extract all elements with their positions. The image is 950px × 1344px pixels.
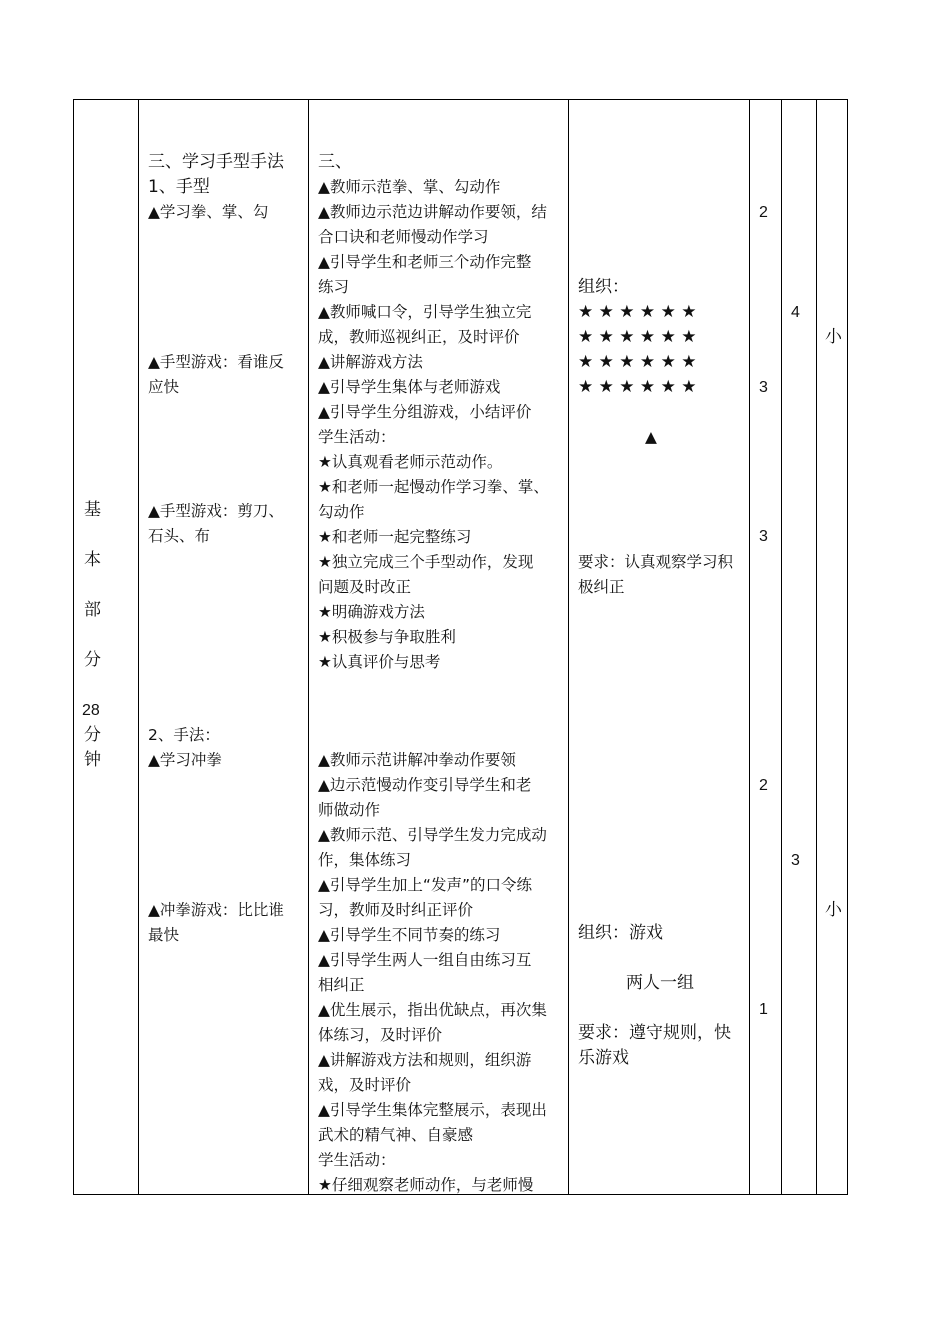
intensity-value: 小 xyxy=(825,900,842,920)
organization-label: 组织： xyxy=(578,277,629,297)
content-heading: 三、学习手型手法 xyxy=(148,152,284,172)
method-line: ▲引导学生分组游戏，小结评价 xyxy=(318,403,532,421)
method-line: 勾动作 xyxy=(318,503,365,521)
method-line: ★独立完成三个手型动作，发现 xyxy=(318,553,534,571)
method-line: 学生活动： xyxy=(318,428,396,446)
star-formation-row: ★ ★ ★ ★ ★ ★ xyxy=(578,352,697,372)
method-line: ▲教师示范、引导学生发力完成动 xyxy=(318,826,547,844)
content-subheading: 1、手型 xyxy=(148,177,210,197)
method-line: ▲引导学生集体与老师游戏 xyxy=(318,378,501,396)
section-minutes: 28 xyxy=(82,702,100,719)
star-formation-row: ★ ★ ★ ★ ★ ★ xyxy=(578,377,697,397)
method-line: 相纠正 xyxy=(318,976,365,994)
method-line: 三、 xyxy=(318,152,352,172)
method-line: 成，教师巡视纠正，及时评价 xyxy=(318,328,520,346)
method-line: 作，集体练习 xyxy=(318,851,412,869)
intensity-value: 小 xyxy=(825,327,842,347)
method-line: ▲教师喊口令，引导学生独立完 xyxy=(318,303,532,321)
content-item: 石头、布 xyxy=(148,527,211,545)
method-line: ▲讲解游戏方法和规则，组织游 xyxy=(318,1051,532,1069)
section-char: 部 xyxy=(84,600,101,620)
star-formation-row: ★ ★ ★ ★ ★ ★ xyxy=(578,302,697,322)
section-minutes-unit: 钟 xyxy=(84,750,101,770)
method-line: ★积极参与争取胜利 xyxy=(318,628,456,646)
method-line: ★和老师一起完整练习 xyxy=(318,528,472,546)
column-divider xyxy=(568,99,569,1195)
method-line: ★明确游戏方法 xyxy=(318,603,425,621)
section-minutes-unit: 分 xyxy=(84,725,101,745)
method-line: ▲引导学生两人一组自由练习互 xyxy=(318,951,532,969)
method-line: ▲教师边示范边讲解动作要领，结 xyxy=(318,203,547,221)
method-line: 武术的精气神、自豪感 xyxy=(318,1126,474,1144)
method-line: ▲引导学生加上“发声”的口令练 xyxy=(318,876,532,894)
method-line: ▲教师示范讲解冲拳动作要领 xyxy=(318,751,516,769)
time-value: 3 xyxy=(759,528,768,545)
method-line: 习，教师及时纠正评价 xyxy=(318,901,474,919)
method-line: 学生活动： xyxy=(318,1151,396,1169)
method-line: ▲引导学生和老师三个动作完整 xyxy=(318,253,532,271)
method-line: ▲讲解游戏方法 xyxy=(318,353,423,371)
column-divider xyxy=(138,99,139,1195)
method-line: ★认真评价与思考 xyxy=(318,653,441,671)
method-line: ▲引导学生集体完整展示，表现出 xyxy=(318,1101,547,1119)
time-value: 2 xyxy=(759,777,768,794)
column-divider xyxy=(749,99,750,1195)
organization-label: 组织：游戏 xyxy=(578,923,663,943)
method-line: 体练习，及时评价 xyxy=(318,1026,443,1044)
content-item: 最快 xyxy=(148,926,180,944)
teacher-position-mark: ▲ xyxy=(645,428,657,446)
method-line: 问题及时改正 xyxy=(318,578,412,596)
requirement-text: 乐游戏 xyxy=(578,1048,629,1068)
method-line: 师做动作 xyxy=(318,801,381,819)
section-char: 本 xyxy=(84,550,101,570)
method-line: ▲优生展示，指出优缺点，再次集 xyxy=(318,1001,547,1019)
method-line: ▲引导学生不同节奏的练习 xyxy=(318,926,501,944)
method-line: ▲教师示范拳、掌、勾动作 xyxy=(318,178,501,196)
method-line: ★仔细观察老师动作，与老师慢 xyxy=(318,1176,534,1194)
column-divider xyxy=(308,99,309,1195)
section-char: 基 xyxy=(84,500,101,520)
time-value: 2 xyxy=(759,204,768,221)
content-item: ▲学习拳、掌、勾 xyxy=(148,203,269,221)
requirement-text: 极纠正 xyxy=(578,578,625,596)
method-line: ★认真观看老师示范动作。 xyxy=(318,453,503,471)
content-item: ▲手型游戏：看谁反 xyxy=(148,353,284,371)
content-item: ▲学习冲拳 xyxy=(148,751,222,769)
method-line: ★和老师一起慢动作学习拳、掌、 xyxy=(318,478,549,496)
requirement-text: 要求：认真观察学习积 xyxy=(578,553,734,571)
content-item: ▲冲拳游戏：比比谁 xyxy=(148,901,284,919)
method-line: 练习 xyxy=(318,278,350,296)
time-value: 3 xyxy=(759,379,768,396)
content-subheading: 2、手法： xyxy=(148,726,220,744)
count-value: 4 xyxy=(791,304,800,321)
method-line: 合口诀和老师慢动作学习 xyxy=(318,228,489,246)
method-line: 戏，及时评价 xyxy=(318,1076,412,1094)
organization-group: 两人一组 xyxy=(626,973,694,993)
method-line: ▲边示范慢动作变引导学生和老 xyxy=(318,776,532,794)
column-divider xyxy=(781,99,782,1195)
section-char: 分 xyxy=(84,650,101,670)
content-item: ▲手型游戏：剪刀、 xyxy=(148,502,284,520)
time-value: 1 xyxy=(759,1001,768,1018)
requirement-text: 要求：遵守规则，快 xyxy=(578,1023,731,1043)
content-item: 应快 xyxy=(148,378,180,396)
column-divider xyxy=(816,99,817,1195)
star-formation-row: ★ ★ ★ ★ ★ ★ xyxy=(578,327,697,347)
count-value: 3 xyxy=(791,852,800,869)
